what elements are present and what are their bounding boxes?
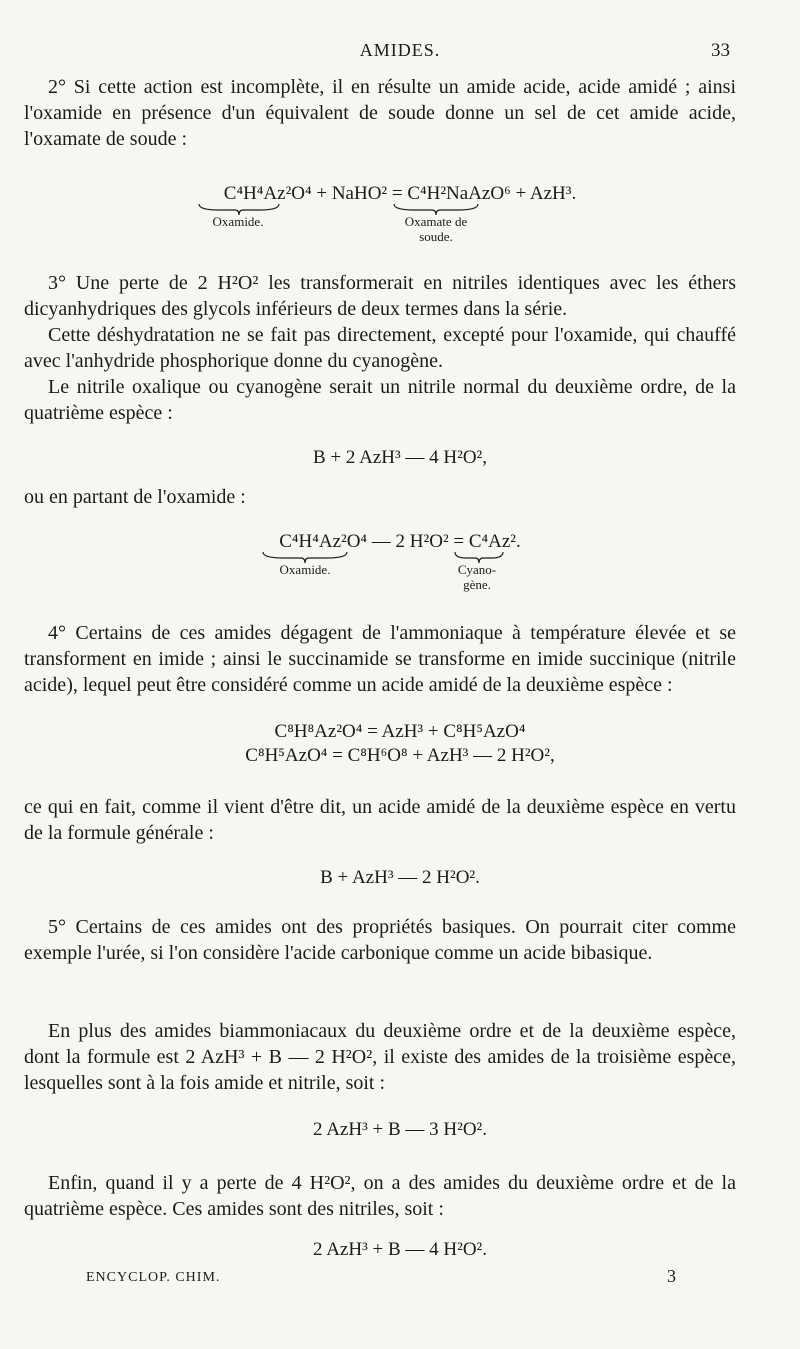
equation-cyanogene: C⁴H⁴Az²O⁴ — 2 H²O² = C⁴Az². — [279, 531, 521, 552]
footer-sheet-number: 3 — [667, 1266, 676, 1286]
paragraph-5: 5° Certains de ces amides ont des propriétés basiques. On pourrait citer comme exemple l'urée, si l'on considère l'acide carbonique comme un acide bibasique. — [24, 916, 736, 964]
paragraph-3: 3° Une perte de 2 H²O² les transformerait en nitriles identiques avec les éthers dicyanhydriques des glycols inférieurs de deux termes dans la série. — [24, 272, 736, 320]
paragraph-ce-qui: ce qui en fait, comme il vient d'être dit, un acide amidé de la deuxième espèce en vertu de la formule générale : — [24, 796, 736, 844]
equation-succinamide: C⁸H⁸Az²O⁴ = AzH³ + C⁸H⁵AzO⁴ — [274, 721, 526, 742]
paragraph-enfin: Enfin, quand il y a perte de 4 H²O², on a des amides du deuxième ordre et de la quatrième espèce. Ces amides sont des nitriles, soit : — [24, 1172, 736, 1220]
equation-succinimide: C⁸H⁵AzO⁴ = C⁸H⁶O⁸ + AzH³ — 2 H²O², — [245, 745, 555, 766]
label-oxamide-2: Oxamide. — [279, 562, 331, 577]
label-oxamide: Oxamide. — [212, 214, 264, 229]
page-number: 33 — [711, 40, 730, 61]
footer-signature: ENCYCLOP. CHIM. — [86, 1270, 221, 1285]
label-cyanogene: Cyano- gène. — [457, 562, 497, 592]
running-title: AMIDES. — [359, 40, 441, 60]
equation-quatrieme: 2 AzH³ + B — 4 H²O². — [313, 1239, 487, 1260]
paragraph-4: 4° Certains de ces amides dégagent de l'ammoniaque à température élevée et se transforment en imide ; ainsi le succinamide se transforme en imide succinique (nitrile acide), lequel peut être considéré comme un acide amidé de la deuxième espèce : — [24, 622, 736, 696]
equation-nitrile: B + 2 AzH³ — 4 H²O², — [313, 447, 487, 468]
paragraph-cette: Cette déshydratation ne se fait pas directement, excepté pour l'oxamide, qui chauffé avec l'anhydride phosphorique donne du cyanogène. — [24, 324, 736, 372]
paragraph-oxamide: ou en partant de l'oxamide : — [24, 486, 246, 508]
equation-troisieme: 2 AzH³ + B — 3 H²O². — [313, 1119, 487, 1140]
equation-oxamate: C⁴H⁴Az²O⁴ + NaHO² = C⁴H²NaAzO⁶ + AzH³. — [223, 183, 577, 204]
paragraph-2: 2° Si cette action est incomplète, il en résulte un amide acide, acide amidé ; ainsi l'oxamide en présence d'un équivalent de soude donne un sel de cet amide acide, l'oxamate de soude : — [24, 76, 736, 150]
paragraph-en-plus: En plus des amides biammoniacaux du deuxième ordre et de la deuxième espèce, dont la formule est 2 AzH³ + B — 2 H²O², il existe des amides de la troisième espèce, lesquelles sont à la fois amide et nitrile, soit : — [24, 1020, 736, 1094]
equation-general: B + AzH³ — 2 H²O². — [320, 867, 480, 888]
label-oxamate: Oxamate de soude. — [404, 214, 468, 244]
paragraph-nitrile: Le nitrile oxalique ou cyanogène serait un nitrile normal du deuxième ordre, de la quatrième espèce : — [24, 376, 736, 424]
page-header — [0, 40, 800, 66]
